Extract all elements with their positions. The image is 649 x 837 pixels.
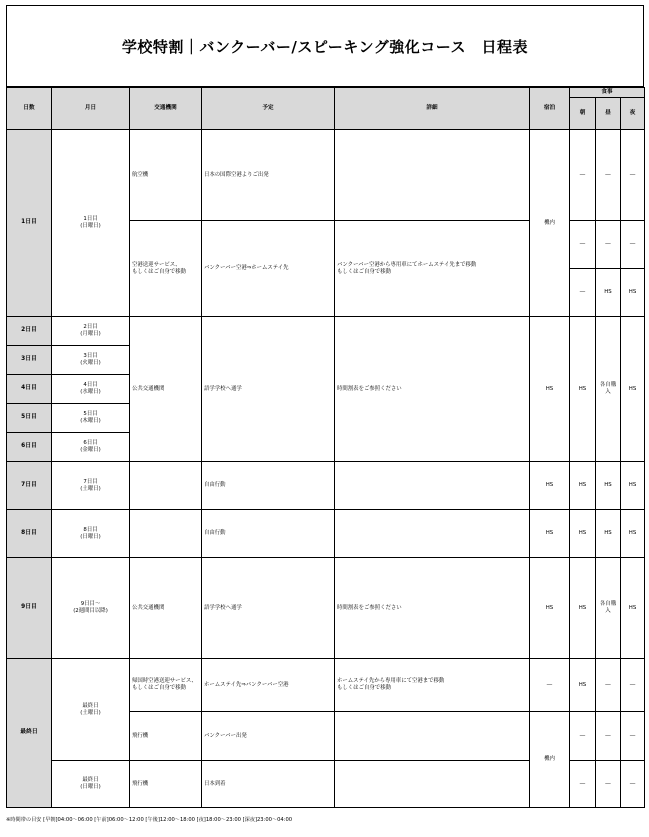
plan-cell: バンクーバー出発 [202,712,335,761]
date-cell: 最終日 (日曜日) [52,761,130,808]
date-cell: 7日目 (土曜日) [52,462,130,510]
table-row [7,317,645,346]
plan-cell: 自由行動 [202,462,335,510]
stay-cell: HS [530,462,570,510]
breakfast-cell: HS [570,659,596,712]
stay-cell: 機内 [530,130,570,317]
transport-cell: 公共交通機関 [130,317,202,462]
breakfast-cell: ― [570,269,596,317]
table-row [7,659,645,712]
detail-cell [335,761,530,808]
detail-cell: 時間割表をご参照ください [335,317,530,462]
title-box [6,5,644,87]
breakfast-cell: HS [570,558,596,659]
plan-cell: 自由行動 [202,510,335,558]
header-plan: 予定 [202,88,335,130]
date-cell: 6日目 (金曜日) [52,433,130,462]
detail-cell [335,462,530,510]
header-dinner: 夜 [621,98,645,130]
day-cell: 最終日 [7,659,52,808]
lunch-cell: ― [596,712,621,761]
lunch-cell: HS [596,462,621,510]
stay-cell: HS [530,510,570,558]
lunch-cell: ― [596,761,621,808]
stay-cell: 機内 [530,712,570,808]
day-cell: 5日目 [7,404,52,433]
dinner-cell: ― [621,130,645,221]
date-cell: 5日目 (木曜日) [52,404,130,433]
detail-cell: ホームステイ先から専用車にて空港まで移動 もしくはご自身で移動 [335,659,530,712]
header-breakfast: 朝 [570,98,596,130]
dinner-cell: ― [621,221,645,269]
transport-cell [130,462,202,510]
stay-cell: HS [530,317,570,462]
header-transport: 交通機関 [130,88,202,130]
page-title: 学校特割｜バンクーバー/スピーキング強化コース 日程表 [121,37,529,56]
dinner-cell: ― [621,659,645,712]
breakfast-cell: HS [570,510,596,558]
detail-cell [335,130,530,221]
table-row [7,130,645,221]
lunch-cell: ― [596,659,621,712]
transport-cell: 帰国時空港送迎サービス、 もしくはご自身で移動 [130,659,202,712]
stay-cell: ― [530,659,570,712]
lunch-cell: 各自購入 [596,317,621,462]
header-meals: 食事 [570,88,645,98]
breakfast-cell: HS [570,462,596,510]
day-cell: 3日目 [7,346,52,375]
detail-cell: 時間割表をご参照ください [335,558,530,659]
lunch-cell: 各自購入 [596,558,621,659]
date-cell: 2日目 (月曜日) [52,317,130,346]
detail-cell: バンクーバー空港から専用車にてホームステイ先まで移動 もしくはご自身で移動 [335,221,530,317]
date-cell: 1日目 (日曜日) [52,130,130,317]
table-row [7,462,645,510]
breakfast-cell: ― [570,761,596,808]
detail-cell [335,712,530,761]
header-stay: 宿泊 [530,88,570,130]
date-cell: 8日目 (日曜日) [52,510,130,558]
day-cell: 1日目 [7,130,52,317]
header-detail: 詳細 [335,88,530,130]
plan-cell: 日本の国際空港よりご出発 [202,130,335,221]
day-cell: 9日目 [7,558,52,659]
dinner-cell: HS [621,558,645,659]
day-cell: 8日目 [7,510,52,558]
header-day: 日数 [7,88,52,130]
schedule-table [6,87,645,808]
breakfast-cell: HS [570,317,596,462]
day-cell: 2日目 [7,317,52,346]
dinner-cell: HS [621,317,645,462]
transport-cell: 航空機 [130,130,202,221]
stay-cell: HS [530,558,570,659]
breakfast-cell: ― [570,221,596,269]
lunch-cell: ― [596,221,621,269]
table-row [7,558,645,659]
date-cell: 9日目～ (2週間目以降) [52,558,130,659]
date-cell: 3日目 (火曜日) [52,346,130,375]
header-date: 月日 [52,88,130,130]
table-row [7,510,645,558]
transport-cell [130,510,202,558]
lunch-cell: ― [596,130,621,221]
detail-cell [335,510,530,558]
breakfast-cell: ― [570,130,596,221]
footnote: ※時間帯の目安 [早朝]04:00～06:00 [午前]06:00～12:00 [午後]12:00～18:00 [夜]18:00～23:00 [深夜]23:00～04:00 [6,817,293,823]
transport-cell: 飛行機 [130,761,202,808]
plan-cell: ホームステイ先⇒バンクーバー空港 [202,659,335,712]
transport-cell: 飛行機 [130,712,202,761]
plan-cell: バンクーバー空港⇒ホームステイ先 [202,221,335,317]
dinner-cell: HS [621,269,645,317]
day-cell: 7日目 [7,462,52,510]
plan-cell: 日本到着 [202,761,335,808]
dinner-cell: ― [621,761,645,808]
plan-cell: 語学学校へ通学 [202,317,335,462]
dinner-cell: HS [621,462,645,510]
plan-cell: 語学学校へ通学 [202,558,335,659]
transport-cell: 公共交通機関 [130,558,202,659]
date-cell: 最終日 (土曜日) [52,659,130,761]
day-cell: 6日目 [7,433,52,462]
dinner-cell: ― [621,712,645,761]
dinner-cell: HS [621,510,645,558]
lunch-cell: HS [596,269,621,317]
breakfast-cell: ― [570,712,596,761]
transport-cell: 空港送迎サービス、 もしくはご自身で移動 [130,221,202,317]
date-cell: 4日目 (水曜日) [52,375,130,404]
day-cell: 4日目 [7,375,52,404]
header-lunch: 昼 [596,98,621,130]
lunch-cell: HS [596,510,621,558]
schedule-sheet [6,5,644,808]
